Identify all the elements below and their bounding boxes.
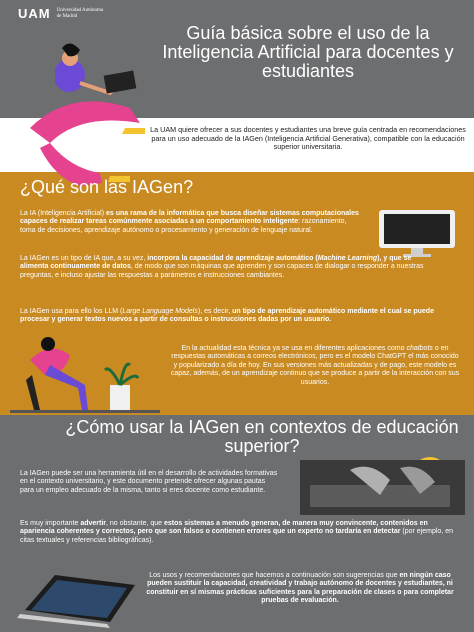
para-warning [20,520,460,545]
para-ia-definition [20,210,360,235]
p6-d: estos sistemas a menudo generan, de manera muy convincente, contenidos en apariencia coherentes y correctos, pero que son falsos o contienen errores que un experto no tardaría en detectar [20,520,428,536]
p4-b: chatbots [406,345,433,352]
person-laptop-illustration [10,28,160,188]
p2-d: ), y que se alimenta continuamente de datos [20,255,412,271]
p3-d: un tipo de aprendizaje automático mediante el cual se puede procesar y generar textos nuevos a partir de consultas o instrucciones dadas por un usuario. [20,308,434,324]
p6-e: (por ejemplo, en citas textuales y referencias bibliográficas). [20,528,453,544]
para-llm [20,308,450,325]
p6-a: Es muy importante [20,520,81,527]
monitor-icon [377,208,457,258]
para-recommendations [145,572,455,606]
para-useful-tool: La IAGen puede ser una herramienta útil en el desarrollo de actividades formativas en el contexto universitario, y este documento pretende ofrecer algunas pautas para un empleo adecuado de la misma, tanto si eres docente como estudiante. [20,470,278,494]
p7-b: en ningún caso pueden sustituir la capacidad, creatividad y trabajo autónomo de docentes y estudiantes, ni constituir en sí mismas prácticas suficientes para la preparación de clases o para completar pruebas de evaluación. [146,572,454,605]
p4-a: En la actualidad esta técnica ya se usa en diferentes aplicaciones como [181,345,407,352]
laptop-illustration [15,570,140,628]
person-plant-illustration [10,330,160,415]
p7-a: Los usos y recomendaciones que hacemos a continuación son sugerencias que [149,572,400,579]
logo-text [57,8,104,20]
p3-b: Large Language Models [122,308,198,315]
para-chatbots [170,345,460,387]
p3-c: ), es decir, [197,308,233,315]
logo-line1: Universidad Autónoma [56,7,104,13]
p1-c: : razonamiento, toma de decisiones, aprendizaje autónomo o procesamiento y generación de lenguaje natural. [20,218,347,234]
hands-keyboard-illustration [300,460,465,515]
p1-a: La IA (Inteligencia Artificial) [20,210,106,217]
p2-c: Machine Learning [317,255,378,262]
p6-b: advertir [80,520,106,527]
p4-c: o en respuestas automáticas a correos electrónicos, pero es el modelo ChatGPT el más conocido y popularizado a día de hoy. En sus versiones más actualizadas y de pago, este modelo es capaz, además, de un aprendizaje continuo que se produce a partir de la interacción con sus usuarios. [170,345,460,386]
p6-c: , no obstante, que [106,520,164,527]
intro-text: La UAM quiere ofrecer a sus docentes y estudiantes una breve guía centrada en recomendaciones para un uso adecuado de la IAGen (Inteligencia Artificial Generativa), compatible con la educación superior universitaria. [150,125,466,152]
para-iagen-ml [20,255,440,280]
p2-e: , de modo que son máquinas que aprenden y son capaces de dialogar o responder a nuestras preguntas, e incluso ajustar las respuestas a parámetros e instrucciones cambiantes. [20,263,424,279]
p3-a: La IAGen usa para ello los LLM ( [20,308,123,315]
section2-heading: ¿Cómo usar la IAGen en contextos de educación superior? [65,417,459,456]
page-title: Guía básica sobre el uso de la Inteligencia Artificial para docentes y estudiantes [162,23,454,81]
section1-heading: ¿Qué son las IAGen? [20,177,194,197]
logo-line2: de Madrid [56,13,78,19]
uam-logo [18,6,103,21]
logo-mark: UAM [18,6,51,21]
p2-a: La IAGen es un tipo de IA que, a su vez, [20,255,148,262]
p1-b: es una rama de la informática que busca diseñar sistemas computacionales capaces de realizar tareas comúnmente asociadas a un comportamiento inteligente [20,210,359,226]
p2-b: incorpora la capacidad de aprendizaje automático ( [147,255,318,262]
